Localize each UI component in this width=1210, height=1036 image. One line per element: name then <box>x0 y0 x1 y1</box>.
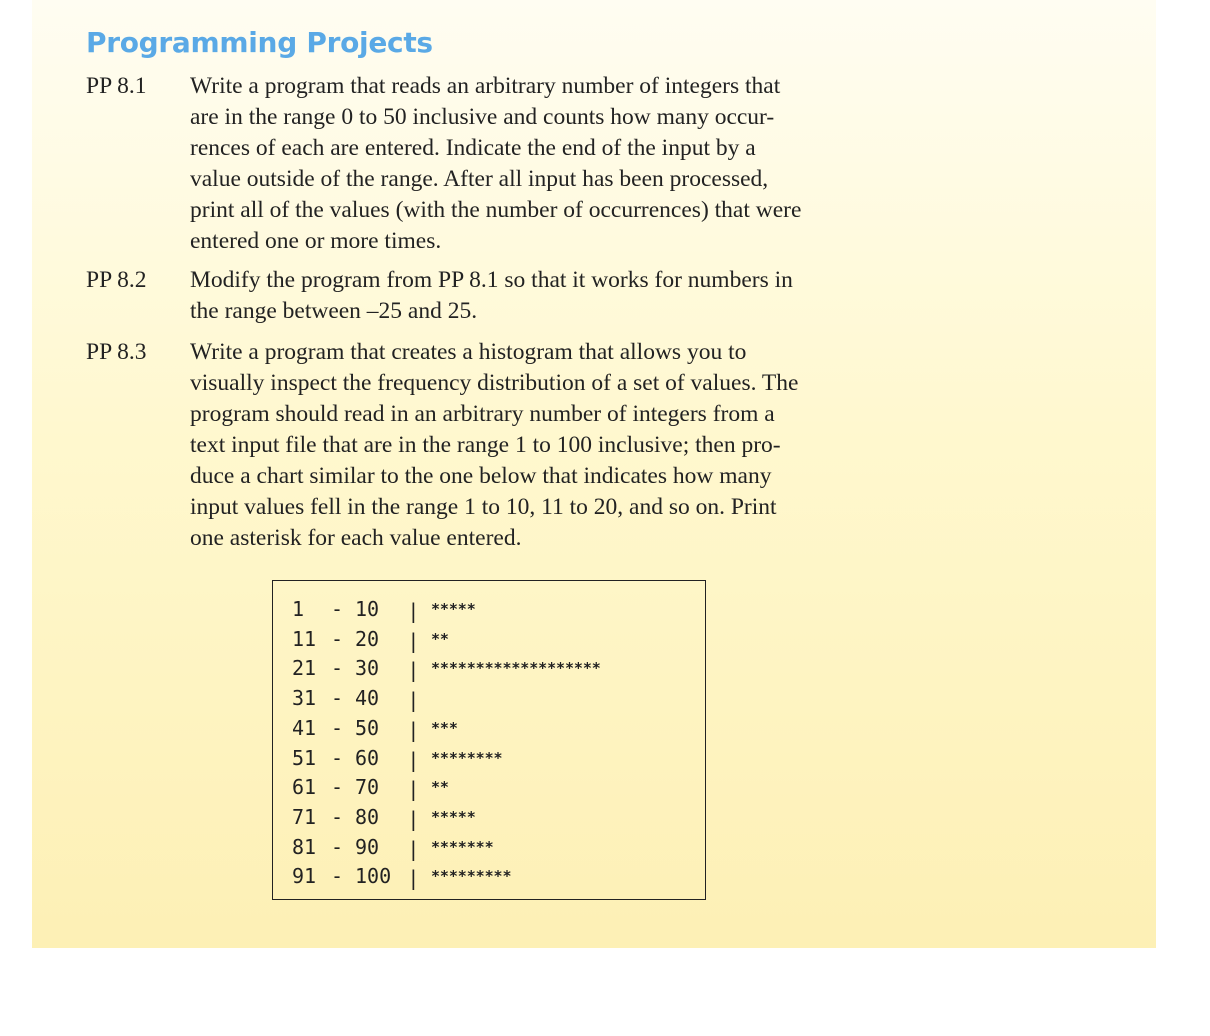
project-number: PP 8.3 <box>86 339 147 365</box>
text-line: print all of the values (with the number of occurrences) that were <box>190 197 802 223</box>
range-high: 60 <box>355 745 380 770</box>
text-line: visually inspect the frequency distribution of a set of values. The <box>190 370 799 396</box>
range-high: 40 <box>355 686 380 711</box>
asterisk-bar: ** <box>431 629 449 648</box>
separator: | <box>410 717 417 742</box>
text-line: are in the range 0 to 50 inclusive and counts how many occur- <box>190 104 775 130</box>
asterisk-bar: ********* <box>431 867 512 886</box>
section-title: Programming Projects <box>86 26 433 59</box>
separator: | <box>410 599 417 623</box>
asterisk-bar: ******** <box>431 748 503 767</box>
range-low: 91 <box>292 864 317 889</box>
range-low: 1 <box>292 597 305 621</box>
range-low: 51 <box>292 745 317 770</box>
range-dash: - <box>331 626 344 651</box>
separator: | <box>410 806 417 831</box>
separator: | <box>410 866 417 891</box>
asterisk-bar: *** <box>431 718 458 737</box>
separator: | <box>410 777 417 802</box>
range-high: 30 <box>355 656 380 681</box>
text-line: entered one or more times. <box>190 228 442 254</box>
range-low: 31 <box>292 686 317 711</box>
text-line: program should read in an arbitrary number of integers from a <box>190 401 775 427</box>
asterisk-bar: ***** <box>431 600 476 618</box>
range-high: 10 <box>355 597 380 621</box>
range-low: 61 <box>292 775 317 800</box>
range-dash: - <box>331 686 344 711</box>
project-description <box>190 337 900 554</box>
text-line: Modify the program from PP 8.1 so that it works for numbers in <box>190 267 793 293</box>
asterisk-bar: ******************* <box>431 659 601 678</box>
project-number: PP 8.2 <box>86 267 147 293</box>
range-dash: - <box>331 834 344 859</box>
separator: | <box>410 628 417 653</box>
range-low: 11 <box>292 626 317 651</box>
range-high: 50 <box>355 715 380 740</box>
text-line: text input file that are in the range 1 to 100 inclusive; then pro- <box>190 432 781 458</box>
histogram-box <box>272 580 706 900</box>
range-high: 80 <box>355 804 380 829</box>
range-low: 41 <box>292 715 317 740</box>
range-dash: - <box>331 597 344 621</box>
text-line: input values fell in the range 1 to 10, 11 to 20, and so on. Print <box>190 494 777 520</box>
separator: | <box>410 836 417 861</box>
text-line: Write a program that creates a histogram that allows you to <box>190 339 747 365</box>
range-high: 20 <box>355 626 380 651</box>
range-dash: - <box>331 745 344 770</box>
range-high: 70 <box>355 775 380 800</box>
range-dash: - <box>331 775 344 800</box>
range-high: 100 <box>355 864 392 889</box>
text-line: one asterisk for each value entered. <box>190 525 522 551</box>
separator: | <box>410 688 417 713</box>
project-number: PP 8.1 <box>86 73 147 99</box>
text-line: Write a program that reads an arbitrary number of integers that <box>190 73 781 99</box>
asterisk-bar: ******* <box>431 837 494 856</box>
range-dash: - <box>331 804 344 829</box>
range-high: 90 <box>355 834 380 859</box>
text-line: duce a chart similar to the one below that indicates how many <box>190 463 772 489</box>
text-line: rences of each are entered. Indicate the end of the input by a <box>190 135 756 161</box>
asterisk-bar: ***** <box>431 807 476 826</box>
separator: | <box>410 658 417 683</box>
project-description <box>190 265 900 327</box>
range-low: 81 <box>292 834 317 859</box>
project-description <box>190 71 900 257</box>
range-low: 71 <box>292 804 317 829</box>
range-dash: - <box>331 656 344 681</box>
range-low: 21 <box>292 656 317 681</box>
asterisk-bar: ** <box>431 778 449 797</box>
range-dash: - <box>331 715 344 740</box>
text-line: the range between –25 and 25. <box>190 298 478 324</box>
text-line: value outside of the range. After all input has been processed, <box>190 166 769 192</box>
range-dash: - <box>331 864 344 889</box>
separator: | <box>410 747 417 772</box>
